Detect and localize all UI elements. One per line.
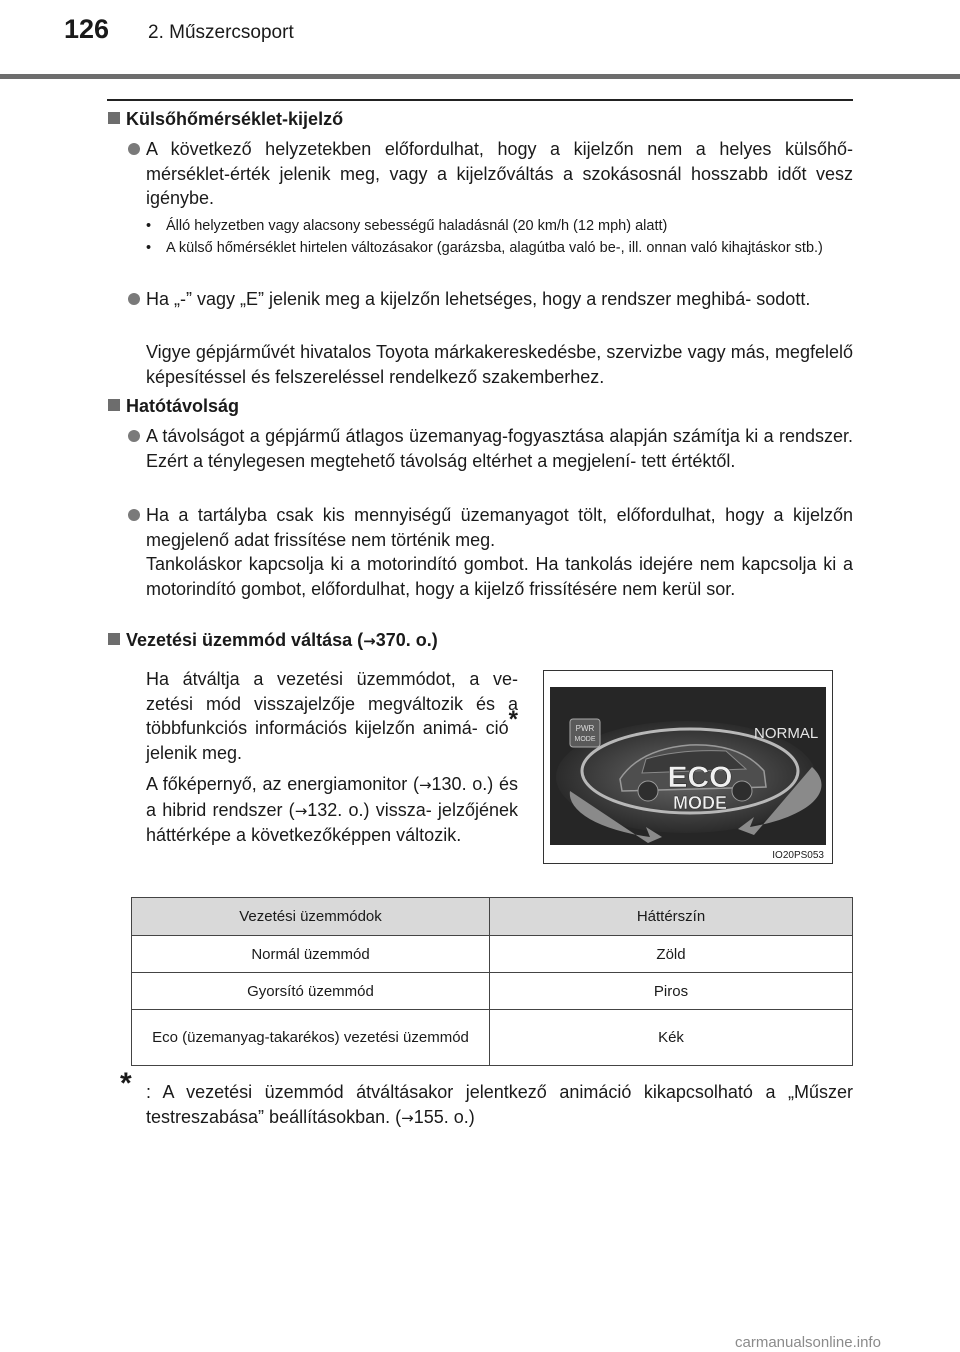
- watermark: carmanualsonline.info: [735, 1334, 881, 1351]
- paragraph: Ha a tartályba csak kis mennyiségű üzemanyagot tölt, előfordulhat, hogy a kijelzőn megjelenő adat frissítése nem történik meg.: [146, 505, 853, 550]
- header-bar: [0, 74, 960, 79]
- table-row: [132, 1010, 853, 1066]
- table-cell: Eco (üzemanyag-takarékos) vezetési üzemmód: [132, 1010, 490, 1066]
- drive-mode-color-table: [131, 897, 853, 1066]
- paragraph: A következő helyzetekben előfordulhat, hogy a kijelzőn nem a helyes külsőhő- mérséklet-érték jelenik meg, vagy a kijelzőváltás a szokásosnál hosszabb időt vesz igénybe.: [146, 139, 853, 208]
- bullet-dot-icon: [128, 509, 140, 521]
- page-number: 126: [64, 14, 110, 44]
- section-square-icon: [108, 399, 120, 411]
- table-cell: Piros: [490, 973, 853, 1010]
- arrow-right-icon: →: [294, 801, 308, 820]
- content-rule: [107, 99, 853, 101]
- arrow-right-icon: →: [363, 632, 376, 650]
- table-header-cell: Vezetési üzemmódok: [132, 898, 490, 936]
- table-cell: Normál üzemmód: [132, 936, 490, 973]
- footnote: * : A vezetési üzemmód átváltásakor jelentkező animáció kikapcsolható a „Műszer testreszabása” beállításokban. (→155. o.): [120, 1067, 853, 1127]
- paragraph: Tankoláskor kapcsolja ki a motorindító gombot. Ha tankolás idejére nem kapcsolja ki a motorindító gombot, előfordulhat, hogy a kijelző frissítésére nem kerül sor.: [146, 554, 853, 599]
- arrow-right-icon: →: [418, 776, 432, 794]
- list-item: • A külső hőmérséklet hirtelen változásakor (garázsba, alagútba való be-, ill. onnan való kihajtáskor stb.): [146, 240, 823, 256]
- eco-mode-illustration: [550, 687, 826, 845]
- paragraph: A főképernyő, az energiamonitor (→130. o.) és a hibrid rendszer (→132. o.) vissza- jelzőjének háttérképe a következőképpen változik.: [146, 774, 518, 845]
- pwr-mode-label: MODE: [574, 736, 596, 743]
- chapter-title: 2. Műszercsoport: [148, 22, 294, 43]
- bullet-dot-icon: [128, 143, 140, 155]
- pwr-label: PWR: [575, 724, 595, 733]
- drive-mode-display-figure: [543, 670, 833, 864]
- bullet-dot-icon: [128, 293, 140, 305]
- section-heading-drive-mode: Vezetési üzemmód váltása (→370. o.): [108, 630, 438, 651]
- footnote-star: *: [508, 706, 518, 733]
- figure-code: IO20PS053: [772, 850, 824, 861]
- footnote-star: *: [120, 1067, 132, 1100]
- bullet-dot-icon: [128, 430, 140, 442]
- table-cell: Gyorsító üzemmód: [132, 973, 490, 1010]
- table-header-cell: Háttérszín: [490, 898, 853, 936]
- eco-mode-label: MODE: [673, 793, 727, 813]
- table-row: [132, 973, 853, 1010]
- wheel-icon: [638, 781, 658, 801]
- paragraph: Ha „-” vagy „E” jelenik meg a kijelzőn lehetséges, hogy a rendszer meghibá- sodott.: [146, 289, 811, 309]
- section-heading-outside-temperature: Külsőhőmérséklet-kijelző: [108, 109, 343, 130]
- section-square-icon: [108, 633, 120, 645]
- paragraph: Vigye gépjárművét hivatalos Toyota márkakereskedésbe, szervizbe vagy más, megfelelő képesítéssel és felszereléssel rendelkező szakemberhez.: [146, 342, 853, 387]
- table-cell: Zöld: [490, 936, 853, 973]
- list-item: • Álló helyzetben vagy alacsony sebességű haladásnál (20 km/h (12 mph) alatt): [146, 218, 668, 234]
- display-screen: [550, 687, 826, 845]
- eco-label: ECO: [667, 761, 733, 794]
- table-header-row: [132, 898, 853, 936]
- paragraph: A távolságot a gépjármű átlagos üzemanyag-fogyasztása alapján számítja ki a rendszer. Ezért a ténylegesen megtehető távolság eltérhet a megjelení- tett értéktől.: [146, 426, 853, 471]
- normal-label: NORMAL: [754, 725, 819, 742]
- wheel-icon: [732, 781, 752, 801]
- paragraph: Ha átváltja a vezetési üzemmódot, a ve- zetési mód visszajelzője megváltozik és a többfunkciós információs kijelzőn animá- ció* jelenik meg.: [146, 669, 518, 763]
- table-row: [132, 936, 853, 973]
- section-square-icon: [108, 112, 120, 124]
- table-cell: Kék: [490, 1010, 853, 1066]
- arrow-right-icon: →: [401, 1108, 414, 1127]
- section-heading-range: Hatótávolság: [108, 396, 239, 417]
